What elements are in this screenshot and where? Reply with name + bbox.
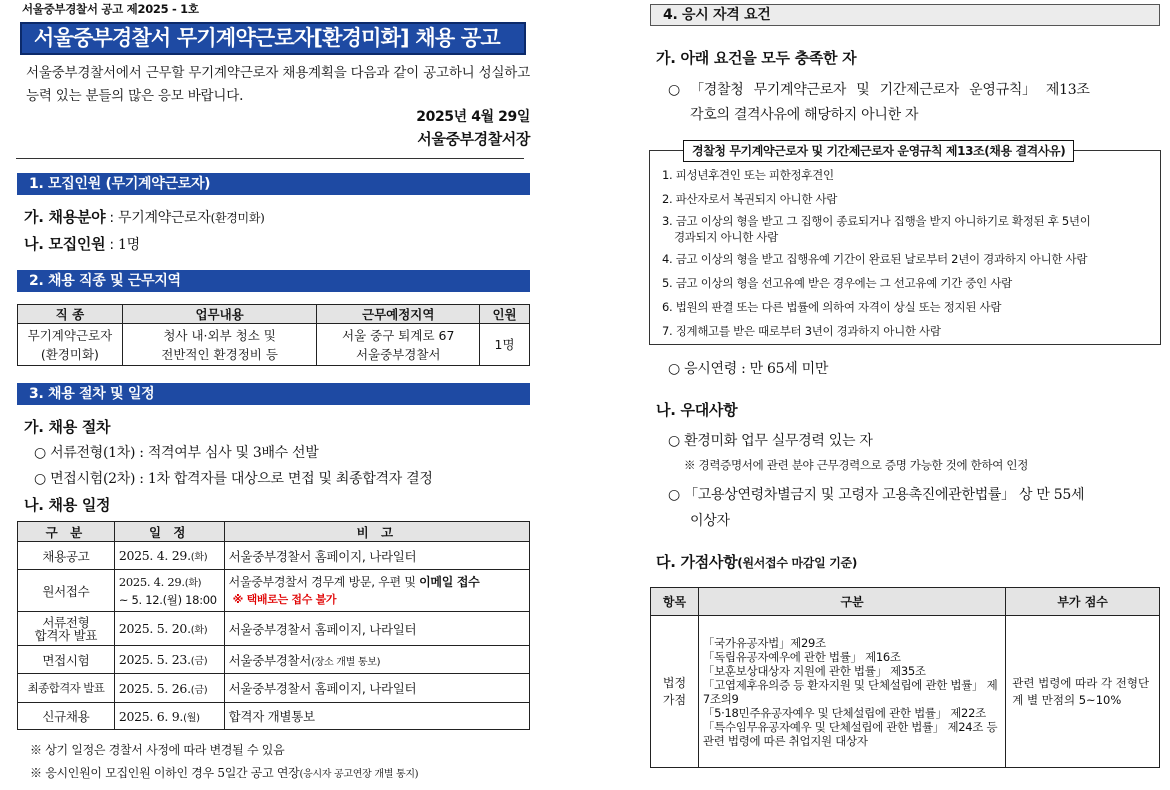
age-requirement: ○ 응시연령 : 만 65세 미만 xyxy=(668,361,829,377)
job-duty-cell xyxy=(122,324,317,366)
bonus-item-cell xyxy=(651,616,699,768)
date-text: 2025. 5. 26. xyxy=(118,680,191,696)
table-row xyxy=(18,612,530,646)
schedule-footnote-1: ※ 상기 일정은 경찰서 사정에 따라 변경될 수 있음 xyxy=(30,743,285,757)
schedule-name: 면접시험 xyxy=(18,646,115,674)
name-line: 서류전형 xyxy=(42,614,90,630)
table-header-row xyxy=(651,588,1160,616)
divider xyxy=(16,158,524,159)
col-header: 인원 xyxy=(480,305,530,324)
job-place-cell xyxy=(317,324,480,366)
date-text: 2025. 6. 9. xyxy=(118,708,184,724)
schedule-name: 원서접수 xyxy=(18,570,115,612)
section-1-header: 1. 모집인원 (무기계약근로자) xyxy=(17,173,530,195)
note-text: 서울중부경찰서 xyxy=(228,652,312,668)
job-duty: 청사 내·외부 청소 및 xyxy=(163,327,276,343)
issuer: 서울중부경찰서장 xyxy=(417,130,530,148)
table-header-row xyxy=(18,522,530,542)
col-header: 직 종 xyxy=(18,305,123,324)
schedule-title: 나. 채용 일정 xyxy=(24,496,111,514)
day-text: (월) xyxy=(183,712,200,724)
note-text: 서울중부경찰서 경무계 방문, 우편 및 xyxy=(228,574,420,589)
disqualification-item-cont: 경과되지 아니한 사람 xyxy=(674,230,778,244)
day-text: (금) xyxy=(190,684,208,696)
date-text-end: ~ 5. 12.(월) 18:00 xyxy=(118,592,217,607)
job-count-cell: 1명 xyxy=(480,324,530,366)
col-header: 구 분 xyxy=(18,522,115,542)
section-4-header: 4. 응시 자격 요건 xyxy=(650,4,1160,26)
bonus-title-note: (원서접수 마감일 기준) xyxy=(737,556,858,570)
bonus-law: 「고엽제후유의증 등 환자지원 및 단체설립에 관한 법률」 제7조의9 xyxy=(702,677,998,706)
schedule-note xyxy=(224,570,529,612)
note-small: (장소 개별 통보) xyxy=(311,656,381,668)
bonus-law: 「5·18민주유공자예우 및 단체설립에 관한 법률」 제22조 xyxy=(702,705,986,720)
table-row xyxy=(18,324,530,366)
date-text: 2025. 4. 29. xyxy=(118,574,185,589)
recruit-count-value: 1명 xyxy=(118,237,140,253)
recruit-field-paren: (환경미화) xyxy=(210,211,265,225)
section-3-header: 3. 채용 절차 및 일정 xyxy=(17,383,530,405)
notice-date: 2025년 4월 29일 xyxy=(416,109,530,125)
bonus-laws-cell xyxy=(698,616,1005,768)
schedule-note: 서울중부경찰서 홈페이지, 나라일터 xyxy=(224,674,529,703)
table-row xyxy=(18,542,530,570)
col-header: 일 정 xyxy=(114,522,224,542)
schedule-note: 서울중부경찰서 홈페이지, 나라일터 xyxy=(224,542,529,570)
schedule-name xyxy=(18,612,115,646)
col-header: 부가 점수 xyxy=(1006,588,1160,616)
procedure-step-1: ○ 서류전형(1차) : 적격여부 심사 및 3배수 선발 xyxy=(34,445,319,461)
bonus-table xyxy=(650,587,1160,768)
footnote-small: (응시자 공고연장 개별 통지) xyxy=(299,769,419,780)
recruit-field-value: 무기계약근로자 xyxy=(118,210,211,226)
preference-1: ○ 환경미화 업무 실무경력 있는 자 xyxy=(668,433,873,449)
table-row xyxy=(651,616,1160,768)
bonus-points: 관련 법령에 따라 각 전형단계 별 만점의 5~10% xyxy=(1006,616,1160,768)
job-type-cell xyxy=(18,324,123,366)
preference-title: 나. 우대사항 xyxy=(656,401,738,419)
requirement-rule-cont: 각호의 결격사유에 해당하지 아니한 자 xyxy=(690,107,919,123)
col-header: 근무예정지역 xyxy=(317,305,480,324)
disqualification-item: 2. 파산자로서 복권되지 아니한 사람 xyxy=(662,192,838,206)
recruit-field-label: 가. 채용분야 xyxy=(24,208,106,226)
recruit-field xyxy=(24,206,265,227)
schedule-name: 채용공고 xyxy=(18,542,115,570)
bonus-law: 「독립유공자예우에 관한 법률」 제16조 xyxy=(702,649,901,664)
disqualification-item: 6. 법원의 판결 또는 다른 법률에 의하여 자격이 상실 또는 정지된 사람 xyxy=(662,300,1002,314)
requirement-rule: ○ 「경찰청 무기계약근로자 및 기간제근로자 운영규칙」 제13조 xyxy=(668,82,1090,98)
schedule-date xyxy=(114,570,224,612)
job-type: 무기계약근로자 xyxy=(27,327,113,343)
procedure-step-2: ○ 면접시험(2차) : 1차 합격자를 대상으로 면접 및 최종합격자 결정 xyxy=(34,471,433,487)
schedule-name: 최종합격자 발표 xyxy=(18,674,115,703)
disqualification-item: 3. 금고 이상의 형을 받고 그 집행이 종료되거나 집행을 받지 아니하기로 확정된 후 5년이 xyxy=(662,214,1091,228)
name-line: 합격자 발표 xyxy=(34,627,98,643)
job-duty-sub: 전반적인 환경정비 등 xyxy=(161,346,278,362)
preference-2-cont: 이상자 xyxy=(690,513,730,529)
recruit-count-label: 나. 모집인원 xyxy=(24,235,106,253)
date-text: 2025. 4. 29. xyxy=(118,548,191,563)
bonus-law: 「특수임무유공자예우 및 단체설립에 관한 법률」 제24조 등 관련 법령에 따른 취업지원 대상자 xyxy=(702,719,998,748)
schedule-date xyxy=(114,542,224,570)
day-text: (화) xyxy=(190,552,208,563)
schedule-footnote-2 xyxy=(30,764,418,781)
recruit-count xyxy=(24,233,140,254)
schedule-note: 합격자 개별통보 xyxy=(224,703,529,730)
preference-1-note: ※ 경력증명서에 관련 분야 근무경력으로 증명 가능한 것에 한하여 인정 xyxy=(684,458,1029,472)
bonus-law: 「국가유공자법」제29조 xyxy=(702,635,826,650)
col-header: 비 고 xyxy=(224,522,529,542)
day-text: (화) xyxy=(184,577,202,589)
table-row xyxy=(18,570,530,612)
table-row xyxy=(18,646,530,674)
section-2-header: 2. 채용 직종 및 근무지역 xyxy=(17,270,530,292)
schedule-date xyxy=(114,674,224,703)
disqualification-item: 1. 피성년후견인 또는 피한정후견인 xyxy=(662,168,834,182)
procedure-title: 가. 채용 절차 xyxy=(24,418,111,436)
bonus-title xyxy=(656,551,857,572)
day-text: (화) xyxy=(190,625,208,636)
bonus-title-text: 다. 가점사항 xyxy=(656,553,738,571)
separator: : xyxy=(105,210,118,226)
disqualification-item: 5. 금고 이상의 형을 선고유예 받은 경우에는 그 선고유예 기간 중인 사람 xyxy=(662,276,1012,290)
schedule-note xyxy=(224,646,529,674)
notice-number: 서울중부경찰서 공고 제2025 - 1호 xyxy=(22,2,199,16)
intro-text: 서울중부경찰서에서 근무할 무기계약근로자 채용계획을 다음과 같이 공고하니 성실하고 능력 있는 분들의 많은 응모 바랍니다. xyxy=(26,65,530,104)
bonus-item: 법정 xyxy=(662,675,687,690)
separator: : xyxy=(105,237,118,253)
schedule-name: 신규채용 xyxy=(18,703,115,730)
schedule-date xyxy=(114,612,224,646)
date-text: 2025. 5. 23. xyxy=(118,652,191,667)
bonus-law: 「보훈보상대상자 지원에 관한 법률」 제35조 xyxy=(702,663,926,678)
table-row xyxy=(18,703,530,730)
schedule-date xyxy=(114,646,224,674)
footnote-text: ※ 응시인원이 모집인원 이하인 경우 5일간 공고 연장 xyxy=(30,766,300,780)
requirement-title: 가. 아래 요건을 모두 충족한 자 xyxy=(656,49,857,67)
col-header: 업무내용 xyxy=(122,305,317,324)
schedule-note: 서울중부경찰서 홈페이지, 나라일터 xyxy=(224,612,529,646)
schedule-table xyxy=(17,521,530,730)
job-table xyxy=(17,304,530,366)
col-header: 항목 xyxy=(651,588,699,616)
table-row xyxy=(18,674,530,703)
day-text: (금) xyxy=(190,656,208,667)
note-warning: ※ 택배로는 접수 불가 xyxy=(232,592,337,606)
date-text: 2025. 5. 20. xyxy=(118,621,191,636)
schedule-date xyxy=(114,703,224,730)
job-place: 서울 중구 퇴계로 67 xyxy=(342,327,455,343)
page-title: 서울중부경찰서 무기계약근로자[환경미화] 채용 공고 xyxy=(20,22,526,55)
disqualification-title: 경찰청 무기계약근로자 및 기간제근로자 운영규칙 제13조(채용 결격사유) xyxy=(683,140,1074,162)
note-bold: 이메일 접수 xyxy=(419,574,480,589)
bonus-item: 가점 xyxy=(662,692,687,707)
job-type-sub: (환경미화) xyxy=(40,346,99,362)
job-place-sub: 서울중부경찰서 xyxy=(355,346,441,362)
preference-2: ○ 「고용상연령차별금지 및 고령자 고용촉진에관한법률」 상 만 55세 xyxy=(668,487,1085,503)
col-header: 구분 xyxy=(698,588,1005,616)
table-header-row xyxy=(18,305,530,324)
disqualification-item: 4. 금고 이상의 형을 받고 집행유예 기간이 완료된 날로부터 2년이 경과하지 아니한 사람 xyxy=(662,252,1088,266)
disqualification-item: 7. 징계해고를 받은 때로부터 3년이 경과하지 아니한 사람 xyxy=(662,324,941,338)
